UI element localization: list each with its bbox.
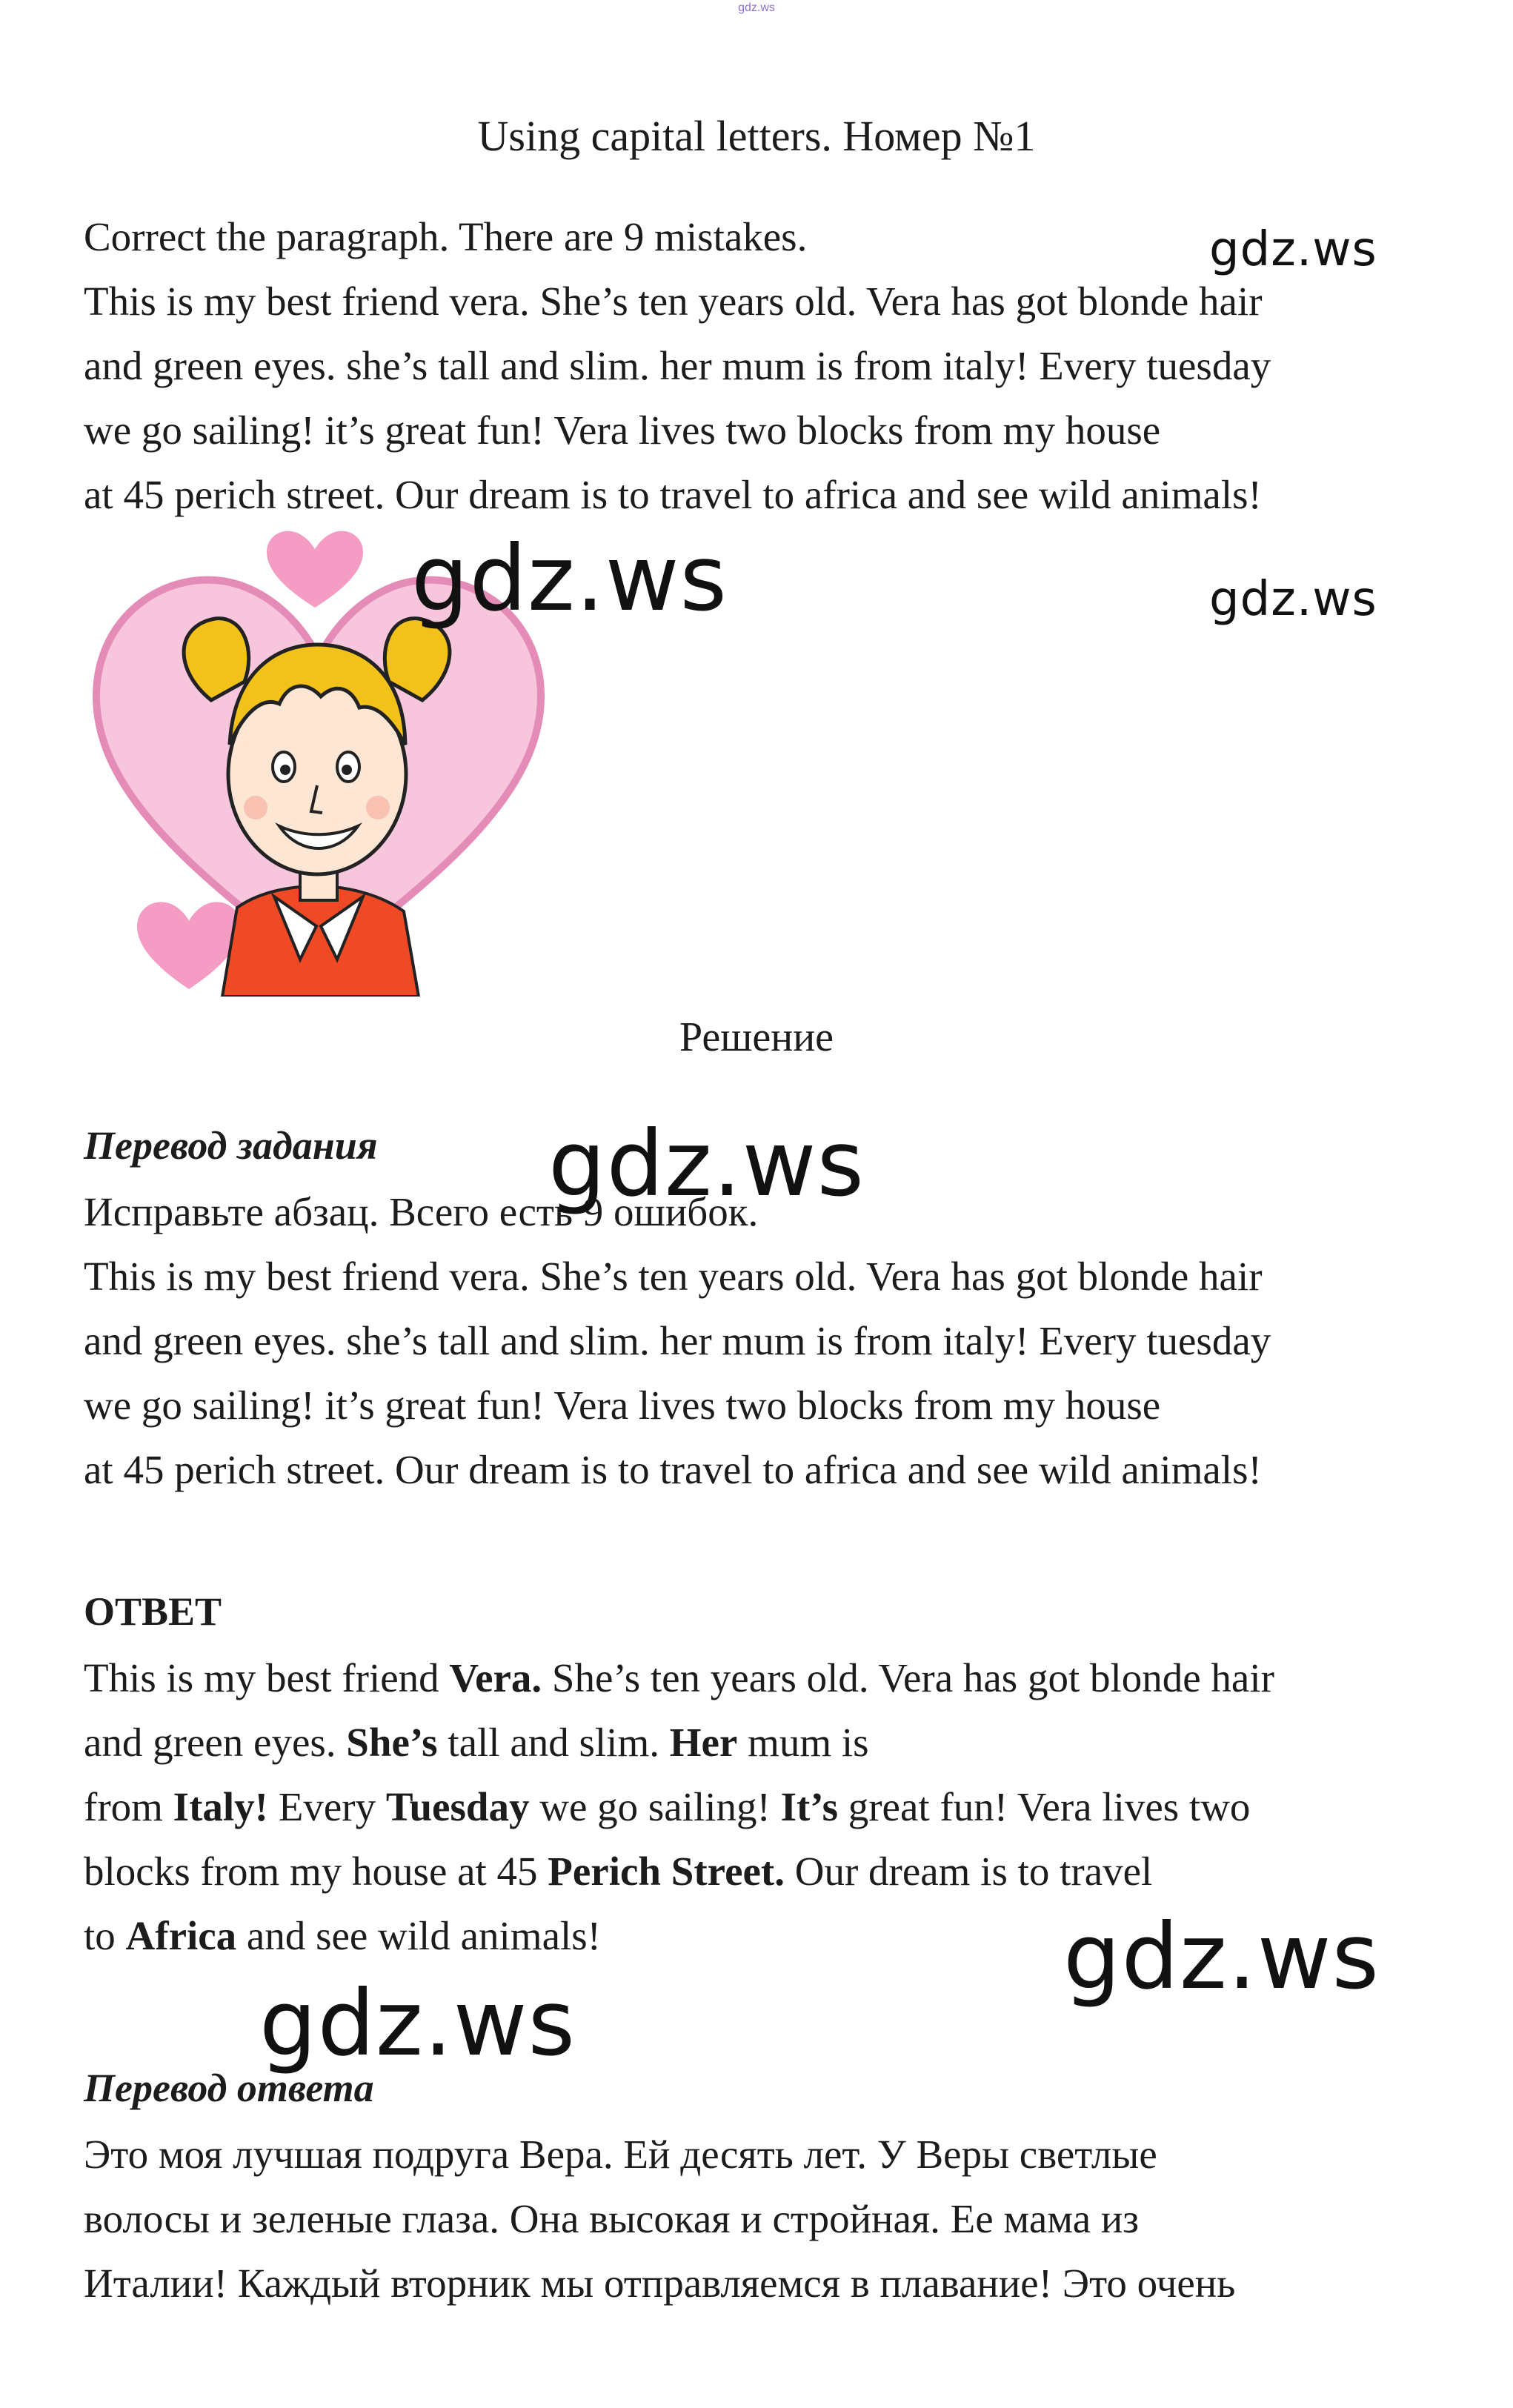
answer-line: to Africa and see wild animals!: [84, 1913, 601, 1958]
answer-translation-heading: Перевод ответа: [84, 2066, 374, 2110]
translation-line: at 45 perich street. Our dream is to travel to africa and see wild animals!: [84, 1447, 1262, 1492]
page-title: Using capital letters. Номер №1: [477, 112, 1036, 160]
answer-translation-line: волосы и зеленые глаза. Она высокая и стройная. Ее мама из: [84, 2196, 1140, 2241]
translation-paragraph: [84, 1180, 1492, 1502]
task-line: we go sailing! it’s great fun! Vera lives two blocks from my house: [84, 408, 1161, 453]
answer-translation-line: Это моя лучшая подруга Вера. Ей десять лет. У Веры светлые: [84, 2132, 1157, 2177]
task-instruction: Correct the paragraph. There are 9 mistakes.: [84, 214, 808, 259]
answer-translation-line: Италии! Каждый вторник мы отправляемся в плавание! Это очень: [84, 2261, 1236, 2306]
watermark: gdz.ws: [1209, 572, 1377, 627]
small-heart-icon: [267, 531, 363, 608]
watermark: gdz.ws: [1209, 222, 1377, 277]
corrected-word: It’s: [780, 1784, 838, 1829]
answer-line: This is my best friend Vera. She’s ten years old. Vera has got blonde hair: [84, 1655, 1274, 1700]
header-watermark: gdz.ws: [738, 1, 775, 14]
corrected-word: Perich Street.: [548, 1849, 785, 1894]
corrected-word: Tuesday: [385, 1784, 530, 1829]
corrected-word: Africa: [125, 1913, 237, 1958]
answer-line: and green eyes. She’s tall and slim. Her mum is: [84, 1720, 869, 1765]
answer-translation-paragraph: [84, 2122, 1492, 2315]
translation-instruction: Исправьте абзац. Всего есть 9 ошибок.: [84, 1189, 759, 1234]
watermark: gdz.ws: [259, 1971, 576, 2076]
corrected-word: Vera.: [449, 1655, 542, 1700]
answer-heading: ОТВЕТ: [84, 1589, 222, 1634]
corrected-word: She’s: [346, 1720, 438, 1765]
translation-line: This is my best friend vera. She’s ten years old. Vera has got blonde hair: [84, 1254, 1263, 1299]
corrected-word: Her: [669, 1720, 738, 1765]
solution-heading: Решение: [679, 1014, 834, 1060]
watermark: gdz.ws: [1063, 1904, 1380, 2009]
task-line: and green eyes. she’s tall and slim. her mum is from italy! Every tuesday: [84, 343, 1271, 388]
answer-line: from Italy! Every Tuesday we go sailing! It’s great fun! Vera lives two: [84, 1784, 1251, 1829]
task-line: This is my best friend vera. She’s ten years old. Vera has got blonde hair: [84, 279, 1263, 324]
translation-heading: Перевод задания: [84, 1123, 378, 1168]
answer-line: blocks from my house at 45 Perich Street. Our dream is to travel: [84, 1849, 1153, 1894]
watermark: gdz.ws: [548, 1111, 865, 1217]
task-line: at 45 perich street. Our dream is to travel to africa and see wild animals!: [84, 472, 1262, 517]
watermark: gdz.ws: [411, 526, 728, 631]
translation-line: and green eyes. she’s tall and slim. her mum is from italy! Every tuesday: [84, 1318, 1271, 1363]
corrected-word: Italy!: [173, 1784, 268, 1829]
translation-line: we go sailing! it’s great fun! Vera lives two blocks from my house: [84, 1383, 1161, 1428]
